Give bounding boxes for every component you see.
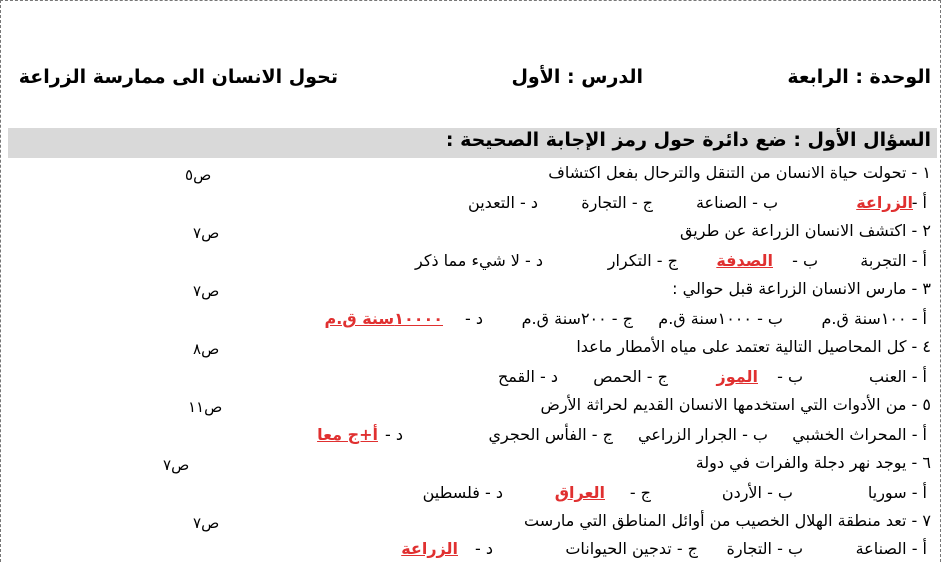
question-4-text: ٤ - كل المحاصيل التالية تعتمد على مياه الأمطار ماعدا [576,337,931,356]
question-6-option-c-prefix: ج - [629,483,651,502]
question-3-text: ٣ - مارس الانسان الزراعة قبل حوالي : [672,279,931,298]
question-4-page: ص٨ [193,340,220,358]
question-7-option-d-prefix: د - [475,539,493,558]
question-6-option-a[interactable]: أ - سوريا [867,483,927,502]
question-6-text: ٦ - يوجد نهر دجلة والفرات في دولة [695,453,931,472]
question-5-option-d-prefix: د - [385,425,403,444]
question-2-option-b-prefix: ب - [792,251,818,270]
question-6-option-c-answer[interactable]: العراق [554,483,605,502]
question-7-option-c[interactable]: ج - تدجين الحيوانات [565,539,698,558]
unit-label: الوحدة : الرابعة [787,66,931,88]
question-5-text: ٥ - من الأدوات التي استخدمها الانسان القديم لحراثة الأرض [540,395,931,414]
question-1-option-d[interactable]: د - التعدين [468,193,538,212]
question-1-option-a-answer[interactable]: الزراعة [856,193,913,212]
lesson-label: الدرس : الأول [511,66,643,88]
question-5-option-a[interactable]: أ - المحراث الخشبي [792,425,927,444]
question-1-option-b[interactable]: ب - الصناعة [695,193,778,212]
question-4-option-b-answer[interactable]: الموز [716,367,758,386]
question-3-option-d-prefix: د - [465,309,483,328]
question-5-page: ص١١ [188,398,223,416]
question-7-page: ص٧ [193,514,220,532]
question-3-option-c[interactable]: ج - ٢٠٠سنة ق.م [521,309,633,328]
question-1-option-c[interactable]: ج - التجارة [581,193,653,212]
question-5-option-d-answer[interactable]: أ+ج معا [317,425,378,444]
question-6-option-d[interactable]: د - فلسطين [422,483,503,502]
question-3-option-a[interactable]: أ - ١٠٠سنة ق.م [821,309,927,328]
question-7-text: ٧ - تعد منطقة الهلال الخصيب من أوائل المناطق التي مارست [524,511,931,530]
question-7-option-b[interactable]: ب - التجارة [726,539,803,558]
question-3-option-b[interactable]: ب - ١٠٠٠سنة ق.م [658,309,783,328]
question-2-option-c[interactable]: ج - التكرار [607,251,678,270]
question-7-option-d-answer[interactable]: الزراعة [401,539,458,558]
section-title: السؤال الأول : ضع دائرة حول رمز الإجابة الصحيحة : [445,129,931,151]
question-1-option-a-prefix: أ - [911,193,927,212]
question-4-option-b-prefix: ب - [777,367,803,386]
question-2-text: ٢ - اكتشف الانسان الزراعة عن طريق [679,221,931,240]
question-3-option-d-answer[interactable]: ١٠٠٠٠سنة ق.م [324,309,443,328]
question-6-option-b[interactable]: ب - الأردن [721,483,793,502]
question-7-option-a[interactable]: أ - الصناعة [855,539,927,558]
question-5-option-b[interactable]: ب - الجرار الزراعي [638,425,768,444]
question-1-text: ١ - تحولت حياة الانسان من التنقل والترحال بفعل اكتشاف [548,163,931,182]
question-2-option-b-answer[interactable]: الصدفة [716,251,773,270]
question-2-option-a[interactable]: أ - التجربة [860,251,927,270]
question-5-option-c[interactable]: ج - الفأس الحجري [488,425,613,444]
question-4-option-d[interactable]: د - القمح [497,367,558,386]
question-4-option-a[interactable]: أ - العنب [869,367,927,386]
question-3-page: ص٧ [193,282,220,300]
question-4-option-c[interactable]: ج - الحمص [593,367,668,386]
question-1-page: ص٥ [185,166,212,184]
question-2-page: ص٧ [193,224,220,242]
lesson-title: تحول الانسان الى ممارسة الزراعة [18,66,338,88]
question-6-page: ص٧ [163,456,190,474]
question-2-option-d[interactable]: د - لا شيء مما ذكر [415,251,543,270]
